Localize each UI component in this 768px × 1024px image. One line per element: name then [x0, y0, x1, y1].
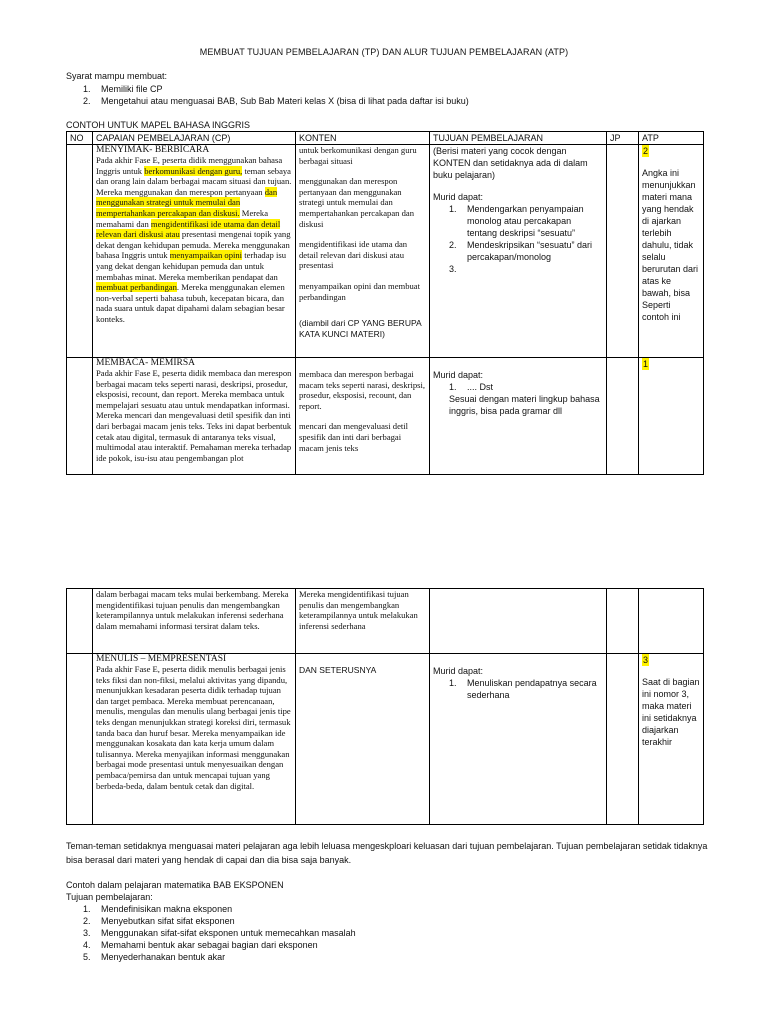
- cell-cp: [93, 589, 296, 654]
- cp-text: Pada akhir Fase E, peserta didik membaca dan merespon berbagai macam teks seperti narasi, deskripsi, prosedur, eksposisi, recount, dan report. Mereka membaca untuk mempelajari sesuatu atau untuk mendapatkan informasi. Mereka mencari dan mengevaluasi detil spesifik dan inti dari berbagai macam jenis teks. Teks ini dapat berbentuk cetak atau digital, termasuk di antaranya teks visual, multimodal atau interaktif. Pemahaman mereka terhadap ide pokok, isu-isu atau pengembangan plot: [96, 368, 292, 463]
- cell-tp: [430, 654, 607, 825]
- math-heading: Contoh dalam pelajaran matematika BAB EKSPONEN: [66, 880, 284, 890]
- list-item: 4. Memahami bentuk akar sebagai bagian dari eksponen: [83, 940, 318, 950]
- requirements-section: [66, 70, 716, 107]
- header-tp: TUJUAN PEMBELAJARAN: [430, 132, 607, 145]
- tp-murid-label: Murid dapat:: [433, 192, 484, 202]
- atp-number: 2: [643, 146, 649, 156]
- konten-item: untuk berkomunikasi dengan guru berbagai situasi: [299, 145, 417, 166]
- cell-atp: [639, 358, 704, 475]
- tp-intro: (Berisi materi yang cocok dengan KONTEN dan setidaknya ada di dalam buku pelajaran): [433, 146, 588, 180]
- cell-konten: [296, 654, 430, 825]
- list-item: 3. Menggunakan sifat-sifat eksponen untuk memecahkan masalah: [83, 928, 356, 938]
- header-no: NO: [67, 132, 93, 145]
- table-row: [67, 589, 704, 654]
- cell-tp: [430, 358, 607, 475]
- math-example-section: [66, 879, 716, 963]
- header-atp: ATP: [639, 132, 704, 145]
- cell-cp: [93, 358, 296, 475]
- cell-no: [67, 654, 93, 825]
- cell-no: [67, 358, 93, 475]
- math-list: [83, 903, 716, 963]
- list-item: 1. Mendefinisikan makna eksponen: [83, 904, 233, 914]
- list-item: 1. Memiliki file CP: [83, 84, 163, 94]
- atp-note: Angka ini menunjukkan materi mana yang hendak di ajarkan terlebih dahulu, tidak selalu berurutan dari atas ke bawah, bisa Seperti contoh ini: [642, 168, 699, 322]
- cell-no: [67, 589, 93, 654]
- list-item: 5. Menyederhanakan bentuk akar: [83, 952, 226, 962]
- list-item: 1. Mendengarkan penyampaian monolog atau percakapan tentang deskripsi “sesuatu”: [449, 204, 584, 238]
- cp-text: dalam berbagai macam teks mulai berkembang. Mereka mengidentifikasi tujuan penulis dan mengembangkan keterampilannya untuk melakukan inferensi sederhana dalam memahami informasi tersirat dalam teks.: [96, 589, 289, 631]
- cp-heading: MENULIS – MEMPRESENTASI: [96, 654, 227, 664]
- konten-item: membaca dan merespon berbagai macam teks seperti narasi, deskripsi, prosedur, eksposisi, recount, dan report.: [299, 369, 426, 411]
- list-item: 1. .... Dst: [449, 382, 494, 392]
- header-cp: CAPAIAN PEMBELAJARAN (CP): [93, 132, 296, 145]
- list-item: 2. Menyebutkan sifat sifat eksponen: [83, 916, 235, 926]
- cp-text: Pada akhir Fase E, peserta didik menulis berbagai jenis teks fiksi dan non-fiksi, melalui aktivitas yang dipandu, menunjukkan kesadaran peserta didik terhadap tujuan dan target pembaca. Mereka membuat perencanaan, menulis, mengulas dan menulis ulang berbagai jenis tipe teks dengan menunjukkan strategi koreksi diri, termasuk tanda baca dan huruf besar. Mereka menyampaikan ide menggunakan kosakata dan kata kerja umum dalam tulisannya. Mereka menyajikan informasi menggunakan berbagai mode presentasi untuk menyesuaikan dengan pembaca/pemirsa dan untuk mencapai tujuan yang berbeda-beda, dalam bentuk cetak dan digital.: [96, 664, 291, 791]
- konten-item: menggunakan dan merespon pertanyaan dan menggunakan strategi untuk memulai dan mempertahankan percakapan dan diskusi: [299, 176, 415, 229]
- tp-list: [449, 381, 603, 393]
- header-konten: KONTEN: [296, 132, 430, 145]
- document-title: MEMBUAT TUJUAN PEMBELAJARAN (TP) DAN ALUR TUJUAN PEMBELAJARAN (ATP): [199, 47, 569, 57]
- cp-heading: MENYIMAK- BERBICARA: [96, 145, 210, 155]
- tp-list: [449, 677, 603, 701]
- cell-cp: [93, 145, 296, 358]
- cell-jp: [607, 358, 639, 475]
- cell-jp: [607, 145, 639, 358]
- math-subheading: Tujuan pembelajaran:: [66, 892, 153, 902]
- cell-tp: [430, 145, 607, 358]
- requirements-heading: Syarat mampu membuat:: [66, 71, 168, 81]
- list-item: 2. Mengetahui atau menguasai BAB, Sub Bab Materi kelas X (bisa di lihat pada daftar isi buku): [83, 96, 469, 106]
- tp-murid-label: Murid dapat:: [433, 370, 484, 380]
- cp-table-part2: [66, 588, 704, 825]
- konten-item: menyampaikan opini dan membuat perbandingan: [299, 280, 420, 302]
- cell-cp: [93, 654, 296, 825]
- cell-no: [67, 145, 93, 358]
- list-item: 2. Mendeskripsikan “sesuatu” dari percakapan/monolog: [449, 240, 593, 262]
- cell-jp: [607, 589, 639, 654]
- cp-table-part1: [66, 131, 704, 475]
- cp-text: Pada akhir Fase E, peserta didik menggunakan bahasa Inggris untuk berkomunikasi dengan guru, teman sebaya dan orang lain dalam berbagai macam situasi dan tujuan. Mereka menggunakan dan merespon pertanyaan dan menggunakan strategi untuk memulai dan mempertahankan percakapan dan diskusi. Mereka memahami dan mengidentifikasi ide utama dan detail relevan dari diskusi atau presentasi mengenai topik yang dekat dengan kehidupan pemuda. Mereka menggunakan bahasa Inggris untuk menyampaikan opini terhadap isu yang dekat dengan kehidupan pemuda dan untuk membahas minat. Mereka memberikan pendapat dan membuat perbandingan. Mereka menggunakan elemen non-verbal seperti bahasa tubuh, kecepatan bicara, dan nada suara untuk dapat dipahami dalam sebagian besar konteks.: [96, 155, 292, 324]
- tp-murid-label: Murid dapat:: [433, 666, 484, 676]
- konten-note: (diambil dari CP YANG BERUPA KATA KUNCI MATERI): [299, 318, 422, 340]
- cell-konten: [296, 145, 430, 358]
- cp-heading: MEMBACA- MEMIRSA: [96, 358, 195, 368]
- table-row: [67, 358, 704, 475]
- atp-note: Saat di bagian ini nomor 3, maka materi ini setidaknya diajarkan terakhir: [642, 677, 700, 747]
- table-row: [67, 654, 704, 825]
- atp-number: 3: [643, 655, 649, 665]
- cell-tp: [430, 589, 607, 654]
- requirements-list: [83, 83, 716, 107]
- konten-item: Mereka mengidentifikasi tujuan penulis dan mengembangkan keterampilannya untuk melakukan inferensi sederhana: [299, 589, 418, 631]
- table-row: [67, 145, 704, 358]
- cell-konten: [296, 589, 430, 654]
- cell-atp: [639, 654, 704, 825]
- header-jp: JP: [607, 132, 639, 145]
- explanation-paragraph: Teman-teman setidaknya menguasai materi pelajaran aga lebih leluasa mengeskploari keluasan dari tujuan pembelajaran. Tujuan pembelajaran setidak tidaknya bisa berasal dari materi yang hendak di capai dan dia bisa saja banyak.: [66, 841, 708, 865]
- tp-note: Sesuai dengan materi lingkup bahasa inggris, bisa pada gramar dll: [449, 394, 600, 416]
- konten-item: mengidentifikasi ide utama dan detail relevan dari diskusi atau presentasi: [299, 239, 408, 271]
- atp-number: 1: [643, 359, 649, 369]
- example-heading: CONTOH UNTUK MAPEL BAHASA INGGRIS: [66, 120, 251, 130]
- tp-list: 1. Mendengarkan penyampaian monolog atau percakapan tentang deskripsi “sesuatu” 2. Mendeskripsikan “sesuatu” dari percakapan/monolog 3.: [449, 203, 603, 263]
- cell-jp: [607, 654, 639, 825]
- cell-atp: [639, 589, 704, 654]
- konten-item: mencari dan mengevaluasi detil spesifik dan inti dari berbagai macam jenis teks: [299, 421, 409, 453]
- cell-konten: [296, 358, 430, 475]
- list-item: 1. Menuliskan pendapatnya secara sederhana: [449, 678, 597, 700]
- cell-atp: [639, 145, 704, 358]
- table-header-row: [67, 132, 704, 145]
- konten-item: DAN SETERUSNYA: [299, 665, 377, 675]
